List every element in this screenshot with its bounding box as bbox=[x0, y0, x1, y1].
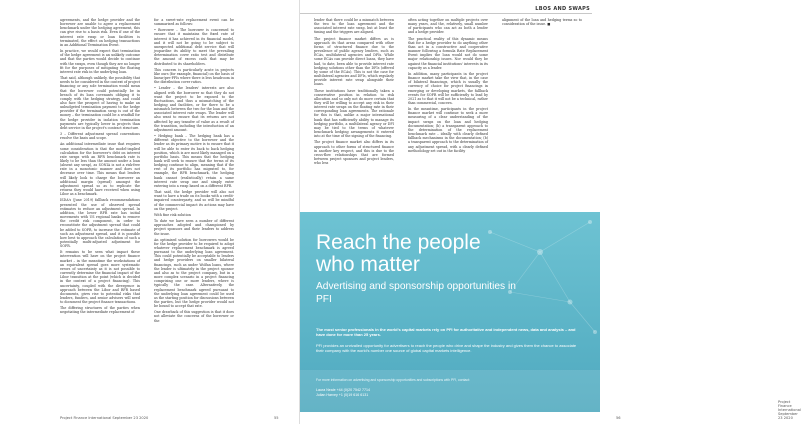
article-paragraph: With fine risk solution bbox=[154, 212, 191, 217]
footer-publication: Project Finance International bbox=[778, 400, 801, 412]
page-number: 55 bbox=[274, 416, 279, 420]
advert-contacts bbox=[316, 388, 370, 398]
left-page bbox=[0, 0, 300, 424]
article-column-5 bbox=[502, 18, 582, 198]
article-paragraph: In practice, we would expect that termination of the hedge agreement is an unlikely outcome and that the parties would decide to continue with the swaps, even though they are no longer fit for the purposes of mitigating the floating interest rate risk in the underlying loan. bbox=[60, 49, 140, 74]
article-paragraph: It remains to be seen what impact these intervention will have on the project finance market – in the meantime the workstations of an equivalent spread goes more systematic errors of uncertainty as it is not possible to currently determine the financial impact of the Libor transition at the point (which is decided in the context of a project financing). This uncertainty, coupled with the divergence in approach between the Libor and RFR based documents, gives rise to potential risks that lenders, funders, and senior advisers will need to document the project finance transactions. bbox=[60, 250, 140, 305]
advert-body-text: PFI provides an unrivalled opportunity for advertisers to reach the people who drive and shape the industry and gives them the chance to associate their company with the world's number one source of global capital markets intelligence. bbox=[316, 343, 577, 354]
article-paragraph: This concern is particularly acute in projects like ours (for example, financial) on the basis of linear/pre-PFIs where there is less headroom in the distribution cover ratios. bbox=[154, 67, 234, 85]
page-number: 56 bbox=[616, 416, 621, 420]
article-paragraph: lender that there could be a mismatch between the two to the loan agreement and the associated interest rate swap, but at least the timing and the triggers are aligned. bbox=[314, 18, 394, 35]
article-paragraph: often acting together on multiple projects over many years, and the, relatively, small number of participants who can act as both a lender and a hedge provider. bbox=[408, 18, 488, 35]
article-paragraph: The project finance market differs as is approach its that areas compared with other forms of structured finance due to the prevalence of public agency lenders, such as ECAs, multilateral agencies and DFIs. While some ECAs can provide direct loans, they have had, to date, been able to provide interest rate hedging solutions other than the DFIs (offered by some of the ECAs). This is not the case for multilateral agencies and DFIs, which regularly provide interest rate swap alongside their loans. bbox=[314, 36, 394, 87]
article-paragraph: An additional intermediate issue that requires some consideration is that the model-implied calculation for the borrower's debt on interest rate swaps with an RFR benchmark rate is likely to be less than the amount under a loan (absent any swap), as SONIA is not a risk-free rate in a monotonic manner and does not decrease over time. This means that lenders will likely look to charge the borrower an additional margin (spread) amongst the adjustment spread so as to replicate the returns they would have received when using Libor as a benchmark. bbox=[60, 142, 140, 197]
section-rule bbox=[300, 13, 592, 14]
advert-subtitle: Advertising and sponsorship opportunities in PFI bbox=[316, 281, 516, 305]
footer-date: September 23 2020 bbox=[778, 412, 798, 420]
advert-lead-text: The most senior professionals in the world's capital markets rely on PFI for authoritative and independent news, data and analysis – and have done for more than 25 years. bbox=[316, 327, 576, 338]
article-column-2 bbox=[154, 18, 234, 394]
article-paragraph: An optimised solution for borrowers would be for the hedge provider to be required to adopt whatever replacement benchmark is agreed pursuant to the underlying loan agreement. This could potentially be acceptable to lenders and hedge providers on smaller bilateral financings, such as under Wolfan loans, where the lender is ultimately in the project sponsor and also as to the project company, but in a more complex scenario in a project financing comprising one or more lenders, where is typically the case. Alternatively, the replacement benchmark agreed pursuant to the underlying loan agreement could be used as the starting position for discussions between the parties, but the hedge provider would not be bound to accept that rate. bbox=[154, 237, 234, 309]
article-paragraph: That said, although unlikely, the possibility that needs to be considered in the context of project financing or any sole termination would mean that the borrower could potentially be in breach of its loan covenants obliging it to comply with the hedging strategy, and could also face the prospect of having to make an unbudgeted termination payment to the hedge provider if the termination swap is out of the money – the termination could be a windfall for the hedge provider in isolation termination payments are typically lower in projects than debt service in the project's contract structure. bbox=[60, 76, 140, 130]
article-paragraph: In addition, many participants in the project finance market take the view that, in the case of bilateral financings, which is usually the currency of choice for project financings in emerging or developing markets, the fallback events for SOFR will be sufficiently to lead by 2021 as to that it will not be a technical, rather than commercial, concern. bbox=[408, 71, 488, 105]
contact-julian[interactable]: Julian Harvey +1 (0)19 616 6131 bbox=[316, 393, 369, 397]
contact-laura[interactable]: Laura Neale +44 (0)20 7542 7714 bbox=[316, 388, 371, 392]
advert-contact-label: For more information on advertising and sponsorship opportunities and subscriptions with PFI, contact: bbox=[316, 378, 470, 382]
article-paragraph: The differing structures of the parties when negotiating the intermediate replacement of bbox=[60, 306, 140, 315]
article-paragraph: for a sweet-rate replacement event can be summarised as follows: bbox=[154, 18, 234, 27]
article-paragraph: 3 – Different adjustment spread conventions resolve the basis and scope. bbox=[60, 132, 140, 141]
article-paragraph: • Lender – the lenders' interests are also aligned with the borrower so that they do not want the project to be exposed to the fluctuations, and thus a mismatching of the hedging and facilities, or for there to be a mismatch between the two for the loan and the associated interest rate swaps. The lender will also want to ensure that its returns are not affected by any transfer of value as a result of the transition, including the introduction of an adjustment amount. bbox=[154, 86, 234, 132]
footer-date: September 23 2020 bbox=[112, 416, 149, 420]
article-paragraph: In the meantime, participants in the project finance market will continue to seek a more measuring of a clear understanding of the impact swaps on the loan and hedging documentation; (b) a transparent approach to the determination of the replacement benchmark rate – ideally with clearly defined fallback mechanisms in the documentation; (b) a transparent approach to the determination of any adjustment spread, with a clearly defined methodology set out in the facility bbox=[408, 107, 488, 153]
footer-publication: Project Finance International bbox=[60, 416, 112, 420]
left-footer bbox=[60, 416, 148, 420]
right-footer bbox=[778, 400, 801, 420]
article-paragraph: • Borrower – The borrower is concerned to ensure that it maintains the fixed rate of interest it has achieved in its financial model, and it will not be going to be subject to unexpected additional debt service that will jeopardise its ability to meet the prevailing determination cover ratio test and distribute the amount of excess cash that may be distributed to its shareholders. bbox=[154, 28, 234, 66]
article-column-3 bbox=[314, 18, 394, 198]
article-paragraph: agreements, and the hedge provider and the borrower are unable to agree a replacement benchmark under the hedging agreement, this can give rise to a basis risk. Even if one of the interest rate swap or loan facilities is terminated, the effect on hedging transactions in an Additional Termination Event. bbox=[60, 18, 140, 47]
article-paragraph: alignment of the loan and hedging terms so to consideration of the issue. ■ bbox=[502, 18, 582, 27]
article-paragraph: The practical reality of this dynamic means that for a hedge provider to do anything other than act in a constructive and cooperative manner following a formula Rate Replacement Event implies the loan would not do some major relationship issues. Nor would they be against the financial institutions' interests in its capacity as a lender. bbox=[408, 36, 488, 70]
advert-headline: Reach the people who matter bbox=[316, 231, 481, 276]
article-paragraph: The project finance market also differs in its approach to other forms of structured finance in another key respect, and this is due to the cross-flow relationships that are formed between project sponsors and project lenders, who less bbox=[314, 140, 394, 166]
article-paragraph: These institutions have traditionally taken a conservative position in relation to risk allocation and so only not do more certain that they will be willing to accept any risk in their interest rate swaps on the floating rate in their corresponding loan agreements. The rationale for this is that, unlike a major international bank that has sufficiently ability to manage its hedging portfolio, a multilateral agency or DFI may be tied to the terms of whatever benchmark hedging arrangements it entered into at the time of the signing of the financing. bbox=[314, 88, 394, 139]
article-paragraph: To date we have seen a number of different approaches adopted and championed by project sponsors and their lenders to address the issue. bbox=[154, 219, 234, 236]
article-paragraph: That said, the hedge provider will also not want to have a trade on its books with a credit-impaired counterparty, and so will be mindful of the commercial impact its actions may have on the project. bbox=[154, 190, 234, 211]
article-paragraph: One drawback of this suggestion is that it does not alleviate the concerns of the borrower or the bbox=[154, 310, 234, 323]
article-column-4 bbox=[408, 18, 488, 198]
article-paragraph: ISDA's (June 2019) fallback recommendations presented the use of observed spread estimates to reduce an adjustment spread. In addition, the lower RFR rate has initial movements with US regional banks to remove the credit risk component, in order to reconstitute the adjustment spread that could be added to SOFR, to increase the estimate of such an adjustment spread, and it is possible how best to approach the calculation of such a potentially multi-adjusted adjustment for SOFR. bbox=[60, 198, 140, 249]
advertisement[interactable] bbox=[300, 212, 600, 412]
article-paragraph: • Hedging bank – The hedging bank has a different objective to the borrower and the lender as its primary motive is to ensure that it will be able to enter its back to back hedging position, which is are most likely managed on a portfolio basis. This means that the hedging bank will seek to ensure that the terms of its hedging continue to align, meaning that if the rest of its portfolio has migrated to, for example, the RFR benchmark, the hedging bank cannot (realistically) retain a same interest rate swap one and simply enter entering into a swap based on a different RFR. bbox=[154, 134, 234, 188]
section-label: LBOS AND SWAPS bbox=[535, 6, 590, 12]
article-column-1 bbox=[60, 18, 140, 394]
